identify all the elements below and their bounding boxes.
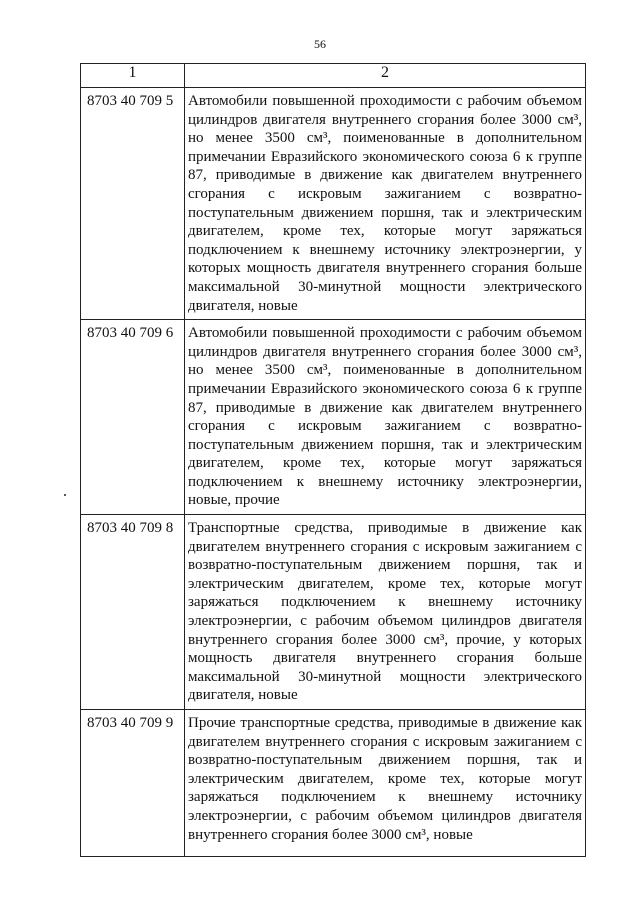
tariff-code-cell: 8703 40 709 6 xyxy=(81,320,185,515)
tariff-code-cell: 8703 40 709 5 xyxy=(81,88,185,320)
table-row xyxy=(81,320,586,515)
table-header-row xyxy=(81,64,586,88)
column-header-1: 1 xyxy=(81,64,185,88)
column-header-2: 2 xyxy=(185,64,586,88)
table-row xyxy=(81,88,586,320)
description-cell: Прочие транспортные средства, приводимые в движение как двигателем внутреннего сгорания с искровым зажиганием с возвратно-поступательным движением поршня, так и электрическим двигателем, кроме тех, которые могут заряжаться подключением к внешнему источнику электроэнергии, с рабочим объемом цилиндров двигателя внутреннего сгорания более 3000 см³, новые xyxy=(185,710,586,857)
table-row xyxy=(81,515,586,710)
tariff-code-table xyxy=(80,63,586,857)
description-cell: Автомобили повышенной проходимости с рабочим объемом цилиндров двигателя внутреннего сгорания более 3000 см³, но менее 3500 см³, поименованные в дополнительном примечании Евразийского экономического союза 6 к группе 87, приводимые в движение как двигателем внутреннего сгорания с искровым зажиганием с возвратно-поступательным движением поршня, так и электрическим двигателем, кроме тех, которые могут заряжаться подключением к внешнему источнику электроэнергии, новые, прочие xyxy=(185,320,586,515)
description-cell: Транспортные средства, приводимые в движение как двигателем внутреннего сгорания с искровым зажиганием с возвратно-поступательным движением поршня, так и электрическим двигателем, кроме тех, которые могут заряжаться подключением к внешнему источнику электроэнергии, с рабочим объемом цилиндров двигателя внутреннего сгорания более 3000 см³, прочие, у которых мощность двигателя внутреннего сгорания больше максимальной 30-минутной мощности электрического двигателя, новые xyxy=(185,515,586,710)
table-row xyxy=(81,710,586,857)
tariff-code-cell: 8703 40 709 9 xyxy=(81,710,185,857)
tariff-code-cell: 8703 40 709 8 xyxy=(81,515,185,710)
page-number: 56 xyxy=(314,37,326,51)
scan-speck xyxy=(64,494,66,496)
description-cell: Автомобили повышенной проходимости с рабочим объемом цилиндров двигателя внутреннего сгорания более 3000 см³, но менее 3500 см³, поименованные в дополнительном примечании Евразийского экономического союза 6 к группе 87, приводимые в движение как двигателем внутреннего сгорания с искровым зажиганием с возвратно-поступательным движением поршня, так и электрическим двигателем, кроме тех, которые могут заряжаться подключением к внешнему источнику электроэнергии, у которых мощность двигателя внутреннего сгорания больше максимальной 30-минутной мощности электрического двигателя, новые xyxy=(185,88,586,320)
